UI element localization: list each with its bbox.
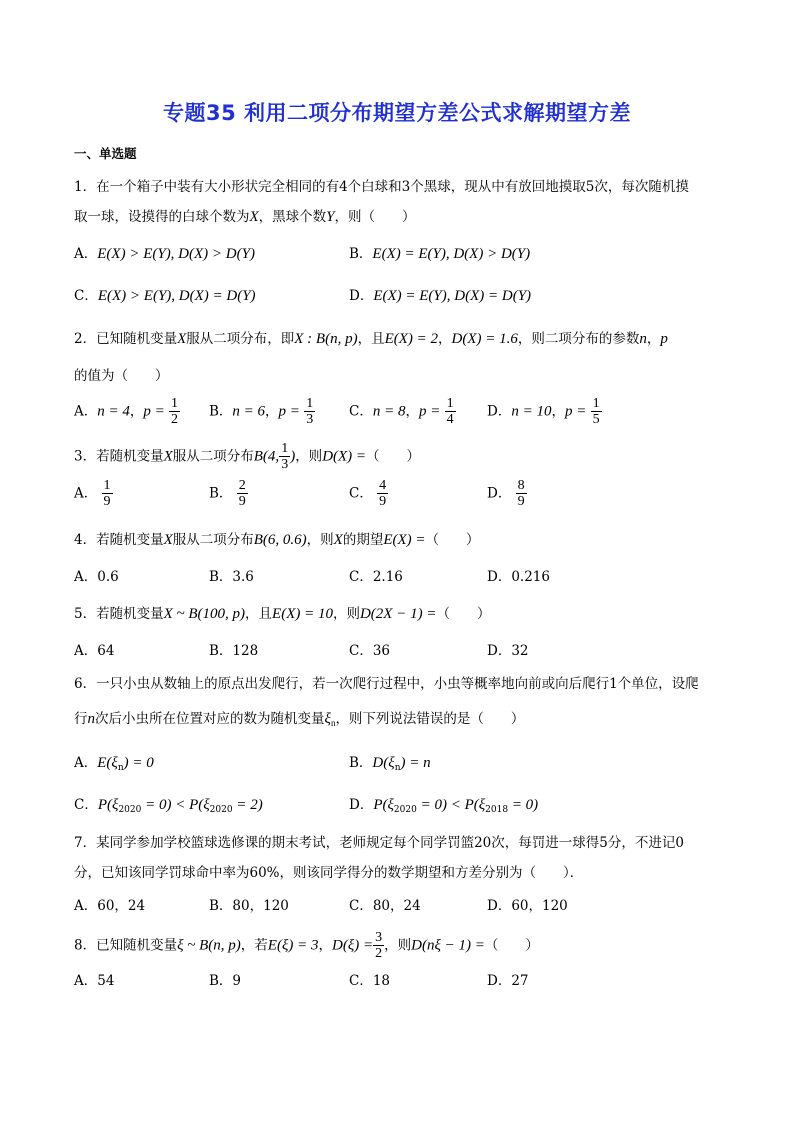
q3-text-a: 3．若随机变量 [74, 448, 164, 465]
q6-option-c[interactable] [74, 796, 263, 816]
fraction-denominator: 4 [446, 412, 454, 428]
q7-option-a[interactable]: A．60，24 [74, 898, 146, 914]
q7-option-d[interactable]: D．60，120 [487, 898, 568, 914]
q6-option-d[interactable] [349, 796, 538, 816]
q2-text-e: ，则二项分布的参数 [517, 331, 640, 347]
q1-option-d-label: D． [349, 288, 374, 304]
q4-option-b[interactable]: B．3.6 [209, 569, 254, 585]
q1-option-b-label: B． [349, 246, 373, 262]
q1-option-d-expr: E(X) = E(Y), D(X) = D(Y) [373, 288, 532, 304]
q8-text-b: ，若 [240, 937, 268, 954]
q2-option-c-fraction [445, 396, 456, 428]
q6-var-n: n [87, 711, 95, 727]
q6-option-c-expr: P(ξ [97, 797, 119, 813]
q2-text-c: ，且 [357, 331, 385, 347]
q8-expr-mean: E(ξ) = 3 [267, 937, 319, 954]
q3-var-x: X [163, 448, 173, 465]
q8-option-d[interactable]: D．27 [487, 973, 529, 989]
q3-expr-close: ) [290, 448, 296, 465]
q6-text-b: 次后小虫所在位置对应的数为随机变量 [95, 711, 325, 727]
q6-option-c-sub1: 2020 [118, 805, 142, 815]
q2-option-b-n: n = 6 [232, 403, 266, 420]
q3-text-b: 服从二项分布 [172, 448, 254, 465]
q2-option-a-p: p = [143, 403, 165, 420]
q2-option-c-n: n = 8 [372, 403, 406, 420]
question-4-line [74, 531, 480, 549]
q6-option-c-label: C． [74, 797, 98, 813]
q6-option-b[interactable] [349, 754, 431, 774]
q3-option-d[interactable] [487, 478, 527, 510]
q2-option-c-sep: ， [405, 403, 419, 420]
q3-option-c[interactable] [349, 478, 388, 510]
q1-var-x: X [249, 209, 259, 225]
q1-option-b-expr: E(X) = E(Y), D(X) > D(Y) [372, 246, 531, 262]
q6-var-xi: ξ [324, 711, 331, 727]
q2-option-a-sep: ， [129, 403, 144, 420]
q2-expr-mean: E(X) = 2 [384, 331, 439, 347]
q5-option-d[interactable]: D．32 [487, 643, 529, 659]
q2-option-b-label: B． [209, 403, 233, 420]
fraction-numerator: 2 [238, 478, 246, 493]
q5-text-c: ，则 [332, 606, 360, 622]
fraction-numerator: 1 [306, 396, 314, 411]
q4-expr-e: E(X) = [383, 532, 426, 548]
q2-option-b-fraction [304, 396, 315, 428]
q5-option-a[interactable]: A．64 [74, 643, 115, 659]
q2-var-x: X [177, 331, 187, 347]
q5-option-b[interactable]: B．128 [209, 643, 259, 659]
q6-option-d-expr-end: = 0) [508, 797, 539, 813]
q2-option-c-p: p = [418, 403, 441, 420]
q4-var-x: X [163, 532, 173, 548]
q3-expr-d: D(X) = [322, 448, 367, 465]
q1-option-c[interactable] [74, 287, 256, 305]
q7-option-b[interactable]: B．80，120 [209, 898, 289, 914]
q8-option-a[interactable]: A．54 [74, 973, 115, 989]
q2-text-d: ， [438, 331, 452, 347]
q2-text-a: 2．已知随机变量 [74, 331, 178, 347]
q1-option-a-label: A． [74, 246, 98, 262]
q6-option-d-sub1: 2020 [393, 805, 417, 815]
question-8-line [74, 930, 539, 962]
q4-option-a[interactable]: A．0.6 [74, 569, 119, 585]
q4-var-x2: X [333, 532, 343, 548]
q3-text-d: （ ） [366, 448, 421, 465]
q2-expr-var: D(X) = 1.6 [451, 331, 518, 347]
q3-option-b[interactable] [209, 478, 248, 510]
q6-option-a-label: A． [74, 755, 98, 771]
fraction-denominator: 9 [238, 494, 246, 510]
q8-option-b[interactable]: B．9 [209, 973, 242, 989]
question-1-line-1: 1．在一个箱子中装有大小形状完全相同的有4个白球和3个黑球，现从中有放回地摸取5次，每次随机摸 [74, 179, 689, 195]
q6-option-b-sub: n [394, 763, 401, 773]
fraction-denominator: 9 [517, 494, 525, 510]
fraction-numerator: 1 [446, 396, 454, 411]
q6-var-xi-sub: n [330, 718, 336, 728]
q3-option-b-fraction [237, 478, 248, 510]
q4-text-c: ，则 [306, 532, 334, 548]
fraction-denominator: 5 [592, 412, 600, 428]
question-6-line-2 [74, 710, 524, 729]
question-7-line-1: 7．某同学参加学校篮球选修课的期末考试，老师规定每个同学罚篮20次，每罚进一球得5分，不进记0 [74, 835, 684, 851]
q2-option-b[interactable] [209, 396, 315, 428]
q6-option-b-expr: D(ξ [372, 755, 395, 771]
q5-expr-mean: E(X) = 10 [272, 606, 333, 622]
fraction-denominator: 9 [379, 494, 387, 510]
q7-option-c[interactable]: C．80，24 [349, 898, 421, 914]
q6-option-a[interactable] [74, 754, 154, 774]
question-6-line-1: 6．一只小虫从数轴上的原点出发爬行，若一次爬行过程中，小虫等概率地向前或向后爬行1个单位，设爬 [74, 676, 699, 692]
q2-text-f: ， [646, 331, 661, 347]
q2-option-a-label: A． [74, 403, 98, 420]
question-1-line-2 [74, 208, 416, 226]
q1-text-c: ，则（ ） [334, 209, 416, 225]
fraction-numerator: 1 [281, 441, 289, 456]
q1-option-a[interactable] [74, 245, 255, 263]
q3-option-d-fraction [516, 478, 527, 510]
fraction-numerator: 4 [379, 478, 387, 493]
q3-option-b-label: B． [209, 485, 233, 502]
q2-option-b-sep: ， [265, 403, 279, 420]
q1-option-c-expr: E(X) > E(Y), D(X) = D(Y) [97, 288, 256, 304]
q6-option-c-expr-mid: = 0) < P(ξ [141, 797, 210, 813]
q6-option-d-expr: P(ξ [373, 797, 394, 813]
q1-option-a-expr: E(X) > E(Y), D(X) > D(Y) [97, 246, 255, 262]
q1-option-c-label: C． [74, 288, 98, 304]
q2-option-b-p: p = [278, 403, 300, 420]
fraction-numerator: 1 [103, 478, 111, 493]
q4-option-c[interactable]: C．2.16 [349, 569, 403, 585]
q1-option-d[interactable] [349, 287, 531, 305]
question-5-line [74, 605, 490, 623]
q3-option-d-label: D． [487, 485, 512, 502]
q6-option-d-label: D． [349, 797, 374, 813]
q8-text-a: 8．已知随机变量 [74, 937, 178, 954]
q4-text-d: 的期望 [342, 532, 384, 548]
q3-option-c-fraction [377, 478, 388, 510]
q2-option-a[interactable] [74, 396, 180, 428]
q5-expr-dist: X ~ B(100, p) [163, 606, 246, 622]
q4-text-a: 4．若随机变量 [74, 532, 164, 548]
q5-text-b: ，且 [245, 606, 273, 622]
q3-expr-b: B(4, [253, 448, 280, 465]
q6-text-a: 行 [74, 711, 88, 727]
q2-text-b: 服从二项分布，即 [186, 331, 295, 347]
q8-text-e: （ ） [484, 937, 539, 954]
question-2-line-2: 的值为（ ） [74, 368, 169, 384]
q2-option-c[interactable] [349, 396, 456, 428]
q2-option-d-sep: ， [551, 403, 565, 420]
q6-option-c-sub2: 2020 [209, 805, 233, 815]
section-heading: 一、单选题 [74, 146, 137, 161]
q3-option-a-fraction [102, 478, 113, 510]
question-3-line [74, 441, 420, 473]
fraction-denominator: 9 [103, 494, 111, 510]
fraction-denominator: 3 [281, 457, 289, 473]
fraction-denominator: 2 [171, 412, 179, 428]
page-title: 专题35 利用二项分布期望方差公式求解期望方差 [162, 101, 632, 125]
q8-expr-var: D(ξ) = [332, 937, 374, 954]
q1-text-b: ，黑球个数 [258, 209, 327, 225]
fraction-denominator: 2 [375, 946, 383, 962]
q6-text-c: ，则下列说法错误的是（ ） [335, 711, 525, 727]
q6-option-b-expr-end: ) = n [400, 755, 431, 771]
q8-expr-dist: ξ ~ B(n, p) [177, 937, 241, 954]
q3-option-a-label: A． [74, 485, 98, 502]
q6-option-c-expr-end: = 2) [232, 797, 263, 813]
q4-option-d[interactable]: D．0.216 [487, 569, 550, 585]
q6-option-d-sub2: 2018 [485, 805, 509, 815]
q8-expr-target: D(nξ − 1) = [411, 937, 485, 954]
q2-option-a-fraction [169, 396, 180, 428]
q2-option-d[interactable] [487, 396, 602, 428]
fraction-numerator: 3 [375, 930, 383, 945]
q2-var-p: p [660, 331, 668, 347]
q3-text-c: ，则 [295, 448, 323, 465]
q2-expr-dist: X : B(n, p) [294, 331, 358, 347]
q5-text-a: 5．若随机变量 [74, 606, 164, 622]
q4-expr-b: B(6, 0.6) [253, 532, 307, 548]
q6-option-a-expr-end: ) = 0 [123, 755, 154, 771]
q2-option-c-label: C． [349, 403, 373, 420]
q6-option-a-expr: E(ξ [97, 755, 118, 771]
q3-option-c-label: C． [349, 485, 373, 502]
fraction-numerator: 8 [517, 478, 525, 493]
question-7-line-2: 分，已知该同学罚球命中率为60%，则该同学得分的数学期望和方差分别为（ ）． [74, 865, 584, 881]
q8-text-c: ， [318, 937, 332, 954]
q3-option-a[interactable] [74, 478, 113, 510]
q8-text-d: ，则 [384, 937, 412, 954]
q1-var-y: Y [326, 209, 335, 225]
q8-fraction [373, 930, 384, 962]
q4-text-e: （ ） [425, 532, 480, 548]
q5-text-d: （ ） [436, 606, 491, 622]
q2-option-a-n: n = 4 [97, 403, 130, 420]
q4-text-b: 服从二项分布 [172, 532, 254, 548]
question-2-line-1 [74, 330, 668, 348]
q2-option-d-p: p = [564, 403, 587, 420]
q5-option-c[interactable]: C．36 [349, 643, 391, 659]
q6-option-a-sub: n [117, 763, 124, 773]
q2-option-d-label: D． [487, 403, 512, 420]
q1-option-b[interactable] [349, 245, 530, 263]
q2-option-d-n: n = 10 [511, 403, 552, 420]
q2-option-d-fraction [591, 396, 602, 428]
q6-option-d-expr-mid: = 0) < P(ξ [416, 797, 486, 813]
fraction-denominator: 3 [306, 412, 314, 428]
q1-text-a: 取一球，设摸得的白球个数为 [74, 209, 250, 225]
fraction-numerator: 1 [592, 396, 600, 411]
q6-option-b-label: B． [349, 755, 373, 771]
q3-fraction [279, 441, 290, 473]
q8-option-c[interactable]: C．18 [349, 973, 391, 989]
q5-expr-var: D(2X − 1) = [359, 606, 437, 622]
q2-var-n: n [639, 331, 647, 347]
fraction-numerator: 1 [171, 396, 179, 411]
